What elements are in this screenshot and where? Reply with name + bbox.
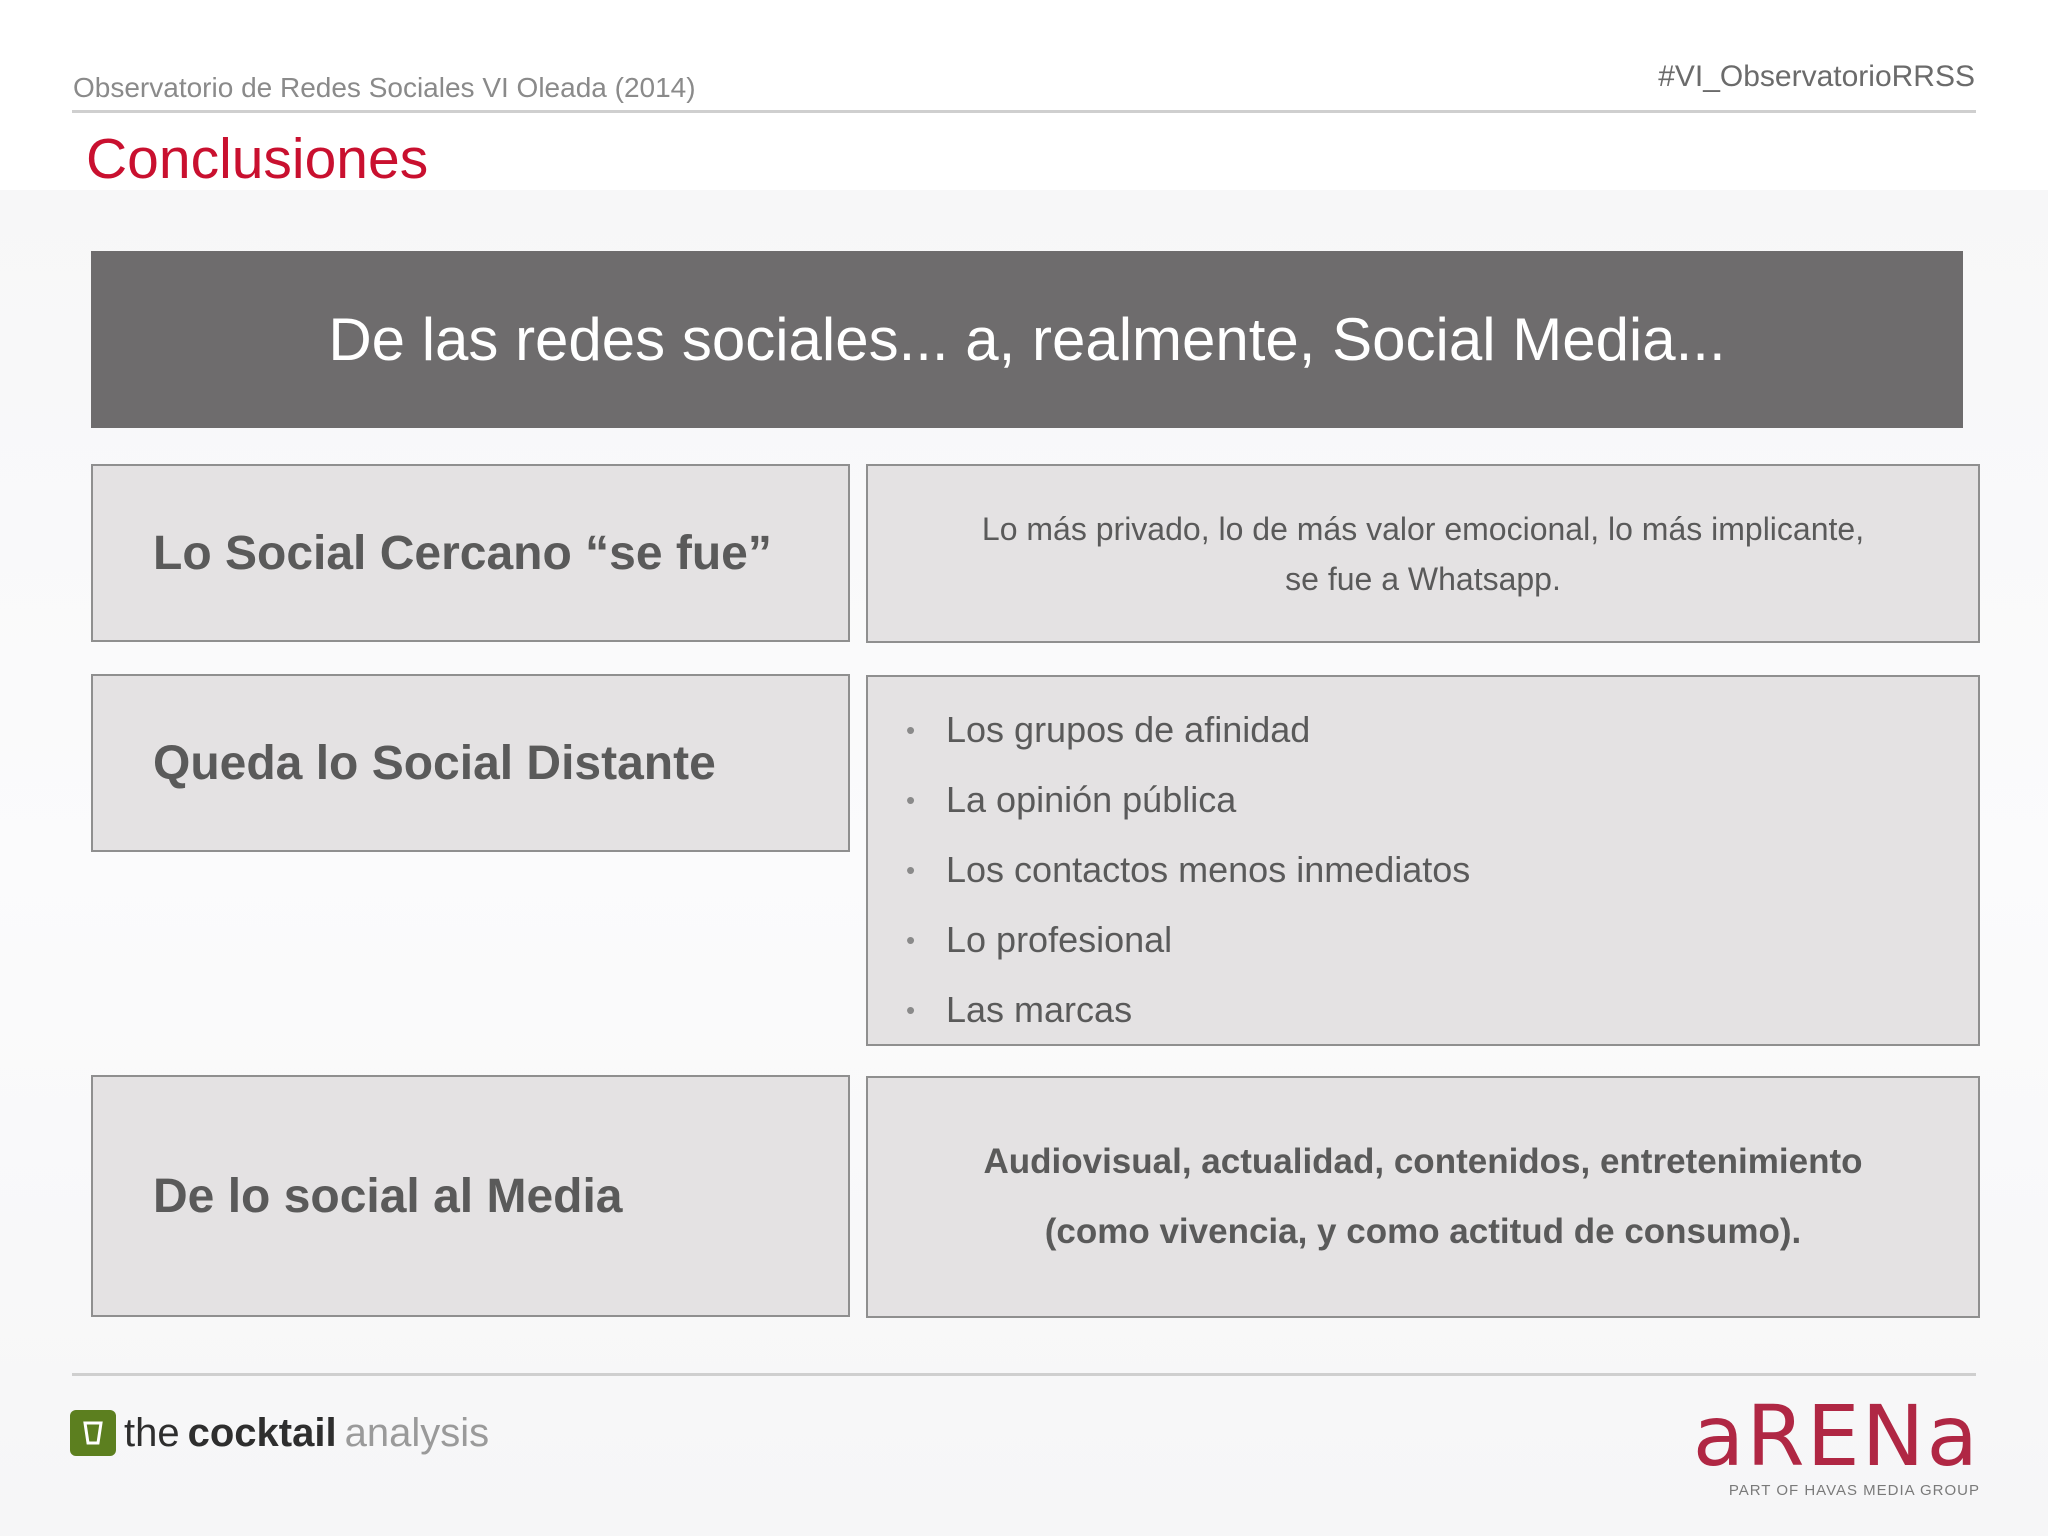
footer-divider <box>72 1373 1976 1376</box>
headline-banner <box>91 251 1963 428</box>
arena-wordmark: aRENa <box>1692 1387 1980 1485</box>
list-item: • Los contactos menos inmediatos <box>906 835 1978 905</box>
row-label: Queda lo Social Distante <box>153 736 716 790</box>
arena-logo <box>1692 1387 1980 1499</box>
logo-word-analysis: analysis <box>344 1410 490 1455</box>
row-detail-box-distante <box>866 675 1980 1046</box>
row-detail-box-media <box>866 1076 1980 1318</box>
bullet-list <box>868 677 1978 1045</box>
row-label-box-distante <box>91 674 850 852</box>
logo-word-the: the <box>124 1410 180 1455</box>
cocktail-logo <box>70 1410 489 1456</box>
hashtag: #VI_ObservatorioRRSS <box>1658 60 1975 93</box>
detail-line: Lo más privado, lo de más valor emocional, lo más implicante, <box>981 510 1865 547</box>
row-detail-box-cercano <box>866 464 1980 643</box>
report-subtitle: Observatorio de Redes Sociales VI Oleada (2014) <box>73 72 696 103</box>
row-label-box-media <box>91 1075 850 1317</box>
list-item: • Las marcas <box>906 975 1978 1045</box>
header-divider <box>72 110 1976 113</box>
bullet-icon: • <box>906 925 916 955</box>
detail-line: (como vivencia, y como actitud de consumo). <box>1044 1212 1802 1251</box>
headline-text: De las redes sociales... a, realmente, Social Media... <box>328 306 1726 373</box>
row-label: De lo social al Media <box>153 1169 623 1223</box>
row-label-box-cercano <box>91 464 850 642</box>
bullet-icon: • <box>906 715 916 745</box>
detail-line: se fue a Whatsapp. <box>1285 560 1561 597</box>
list-item: • Los grupos de afinidad <box>906 695 1978 765</box>
bullet-icon: • <box>906 785 916 815</box>
list-item: • Lo profesional <box>906 905 1978 975</box>
cocktail-glass-icon <box>70 1410 116 1456</box>
bullet-icon: • <box>906 855 916 885</box>
arena-tagline: PART OF HAVAS MEDIA GROUP <box>1728 1482 1980 1499</box>
list-item: • La opinión pública <box>906 765 1978 835</box>
page-title: Conclusiones <box>86 127 429 191</box>
bullet-icon: • <box>906 995 916 1025</box>
row-label: Lo Social Cercano “se fue” <box>153 526 772 580</box>
detail-line: Audiovisual, actualidad, contenidos, entretenimiento <box>983 1142 1863 1181</box>
logo-word-cocktail: cocktail <box>187 1410 337 1455</box>
